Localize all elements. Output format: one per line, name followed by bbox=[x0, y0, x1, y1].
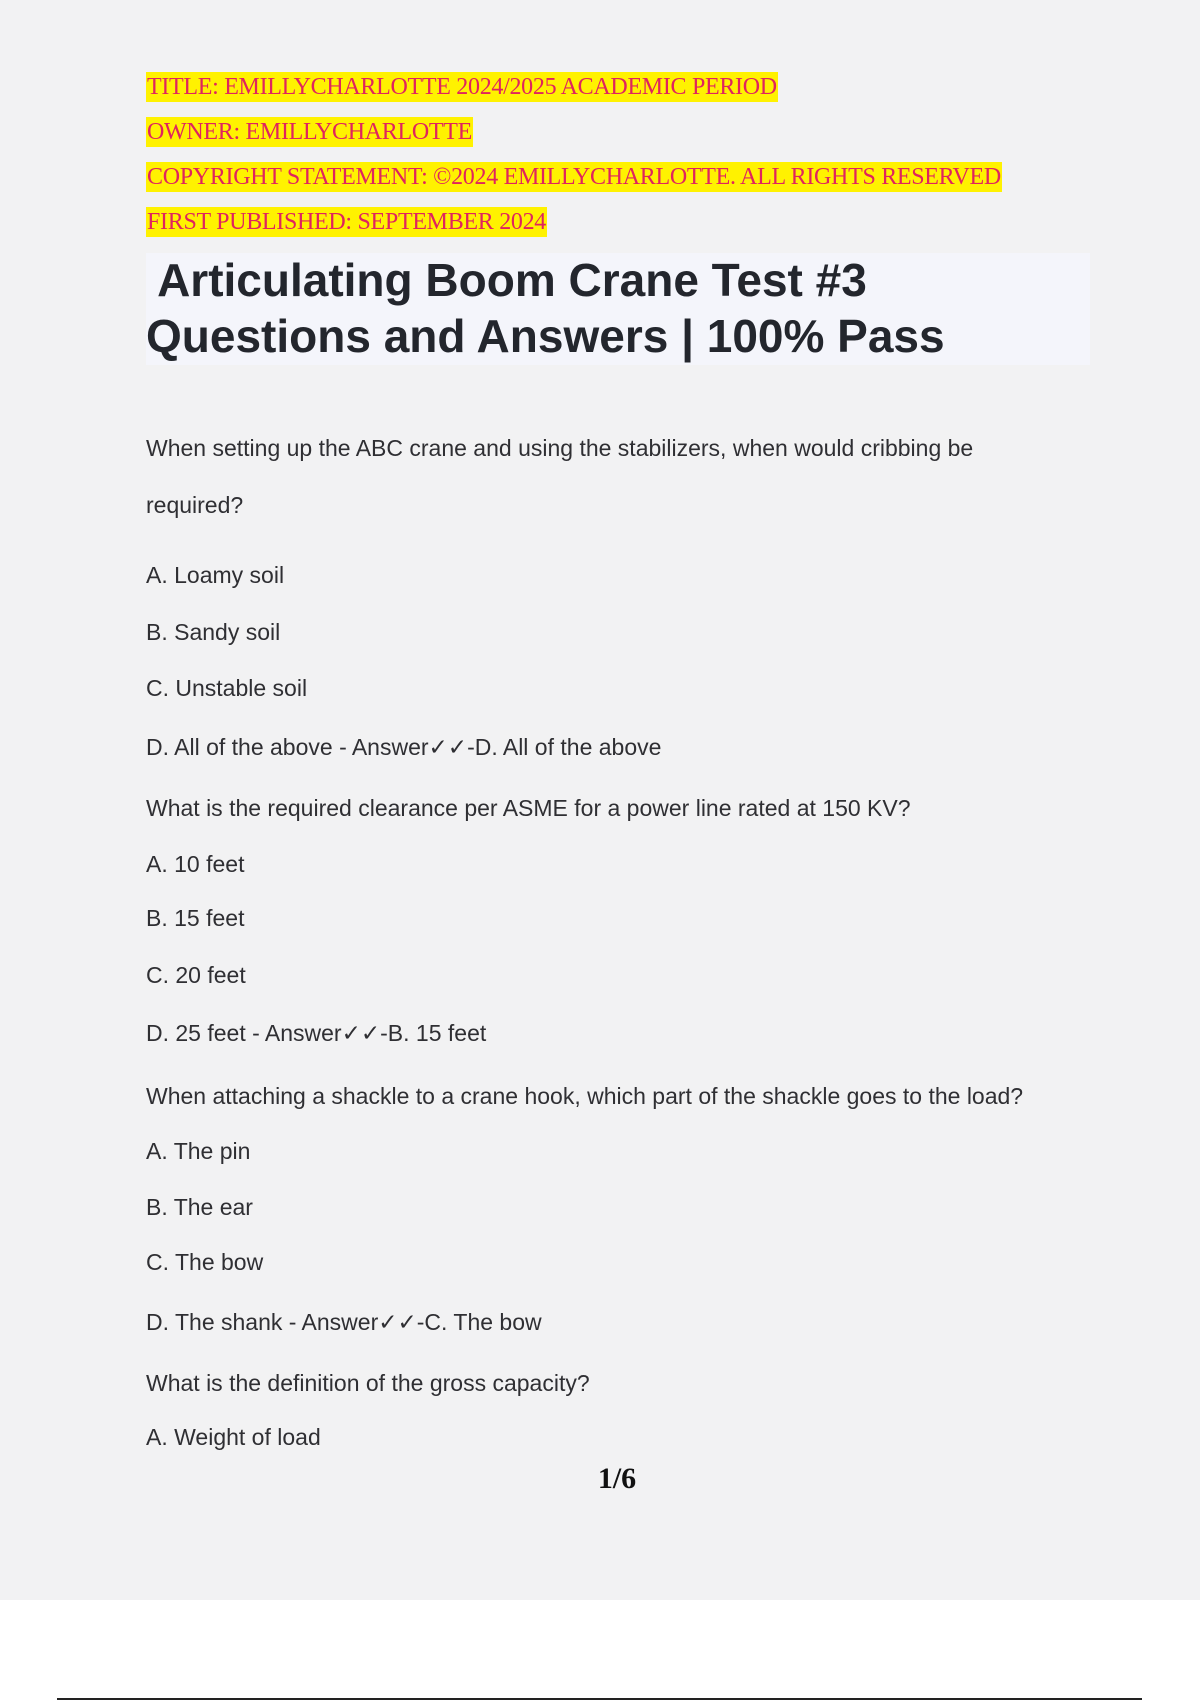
question-3-option-b: B. The ear bbox=[146, 1194, 253, 1220]
document-title-line-2: Questions and Answers | 100% Pass bbox=[146, 310, 945, 362]
document-title-line-1: Articulating Boom Crane Test #3 bbox=[146, 254, 867, 306]
question-3-text: When attaching a shackle to a crane hook, which part of the shackle goes to the load? bbox=[146, 1083, 1024, 1109]
question-4-option-a: A. Weight of load bbox=[146, 1424, 321, 1450]
question-1-text: When setting up the ABC crane and using the stabilizers, when would cribbing be bbox=[146, 435, 974, 461]
question-2-option-c: C. 20 feet bbox=[146, 962, 246, 988]
question-1-option-b: B. Sandy soil bbox=[146, 619, 281, 645]
question-1-option-a: A. Loamy soil bbox=[146, 562, 285, 588]
question-3-option-d-answer: D. The shank - Answer✓✓-C. The bow bbox=[146, 1309, 542, 1335]
question-3-option-c: C. The bow bbox=[146, 1249, 264, 1275]
question-1-text-cont: required? bbox=[146, 492, 244, 518]
question-2-option-b: B. 15 feet bbox=[146, 905, 245, 931]
document-title bbox=[146, 252, 945, 364]
page-number: 1/6 bbox=[597, 1462, 637, 1495]
question-3-option-a: A. The pin bbox=[146, 1138, 251, 1164]
header-title-line: TITLE: EMILLYCHARLOTTE 2024/2025 ACADEMIC PERIOD bbox=[147, 74, 777, 100]
header-copyright-line: COPYRIGHT STATEMENT: ©2024 EMILLYCHARLOTTE. ALL RIGHTS RESERVED bbox=[147, 164, 1001, 190]
question-1-option-d-answer: D. All of the above - Answer✓✓-D. All of the above bbox=[146, 734, 662, 760]
header-owner-line: OWNER: EMILLYCHARLOTTE bbox=[147, 119, 472, 145]
question-2-option-a: A. 10 feet bbox=[146, 851, 245, 877]
question-4-text: What is the definition of the gross capacity? bbox=[146, 1370, 590, 1396]
question-1-option-c: C. Unstable soil bbox=[146, 675, 308, 701]
question-2-text: What is the required clearance per ASME for a power line rated at 150 KV? bbox=[146, 795, 911, 821]
question-2-option-d-answer: D. 25 feet - Answer✓✓-B. 15 feet bbox=[146, 1020, 487, 1046]
header-published-line: FIRST PUBLISHED: SEPTEMBER 2024 bbox=[147, 209, 546, 235]
